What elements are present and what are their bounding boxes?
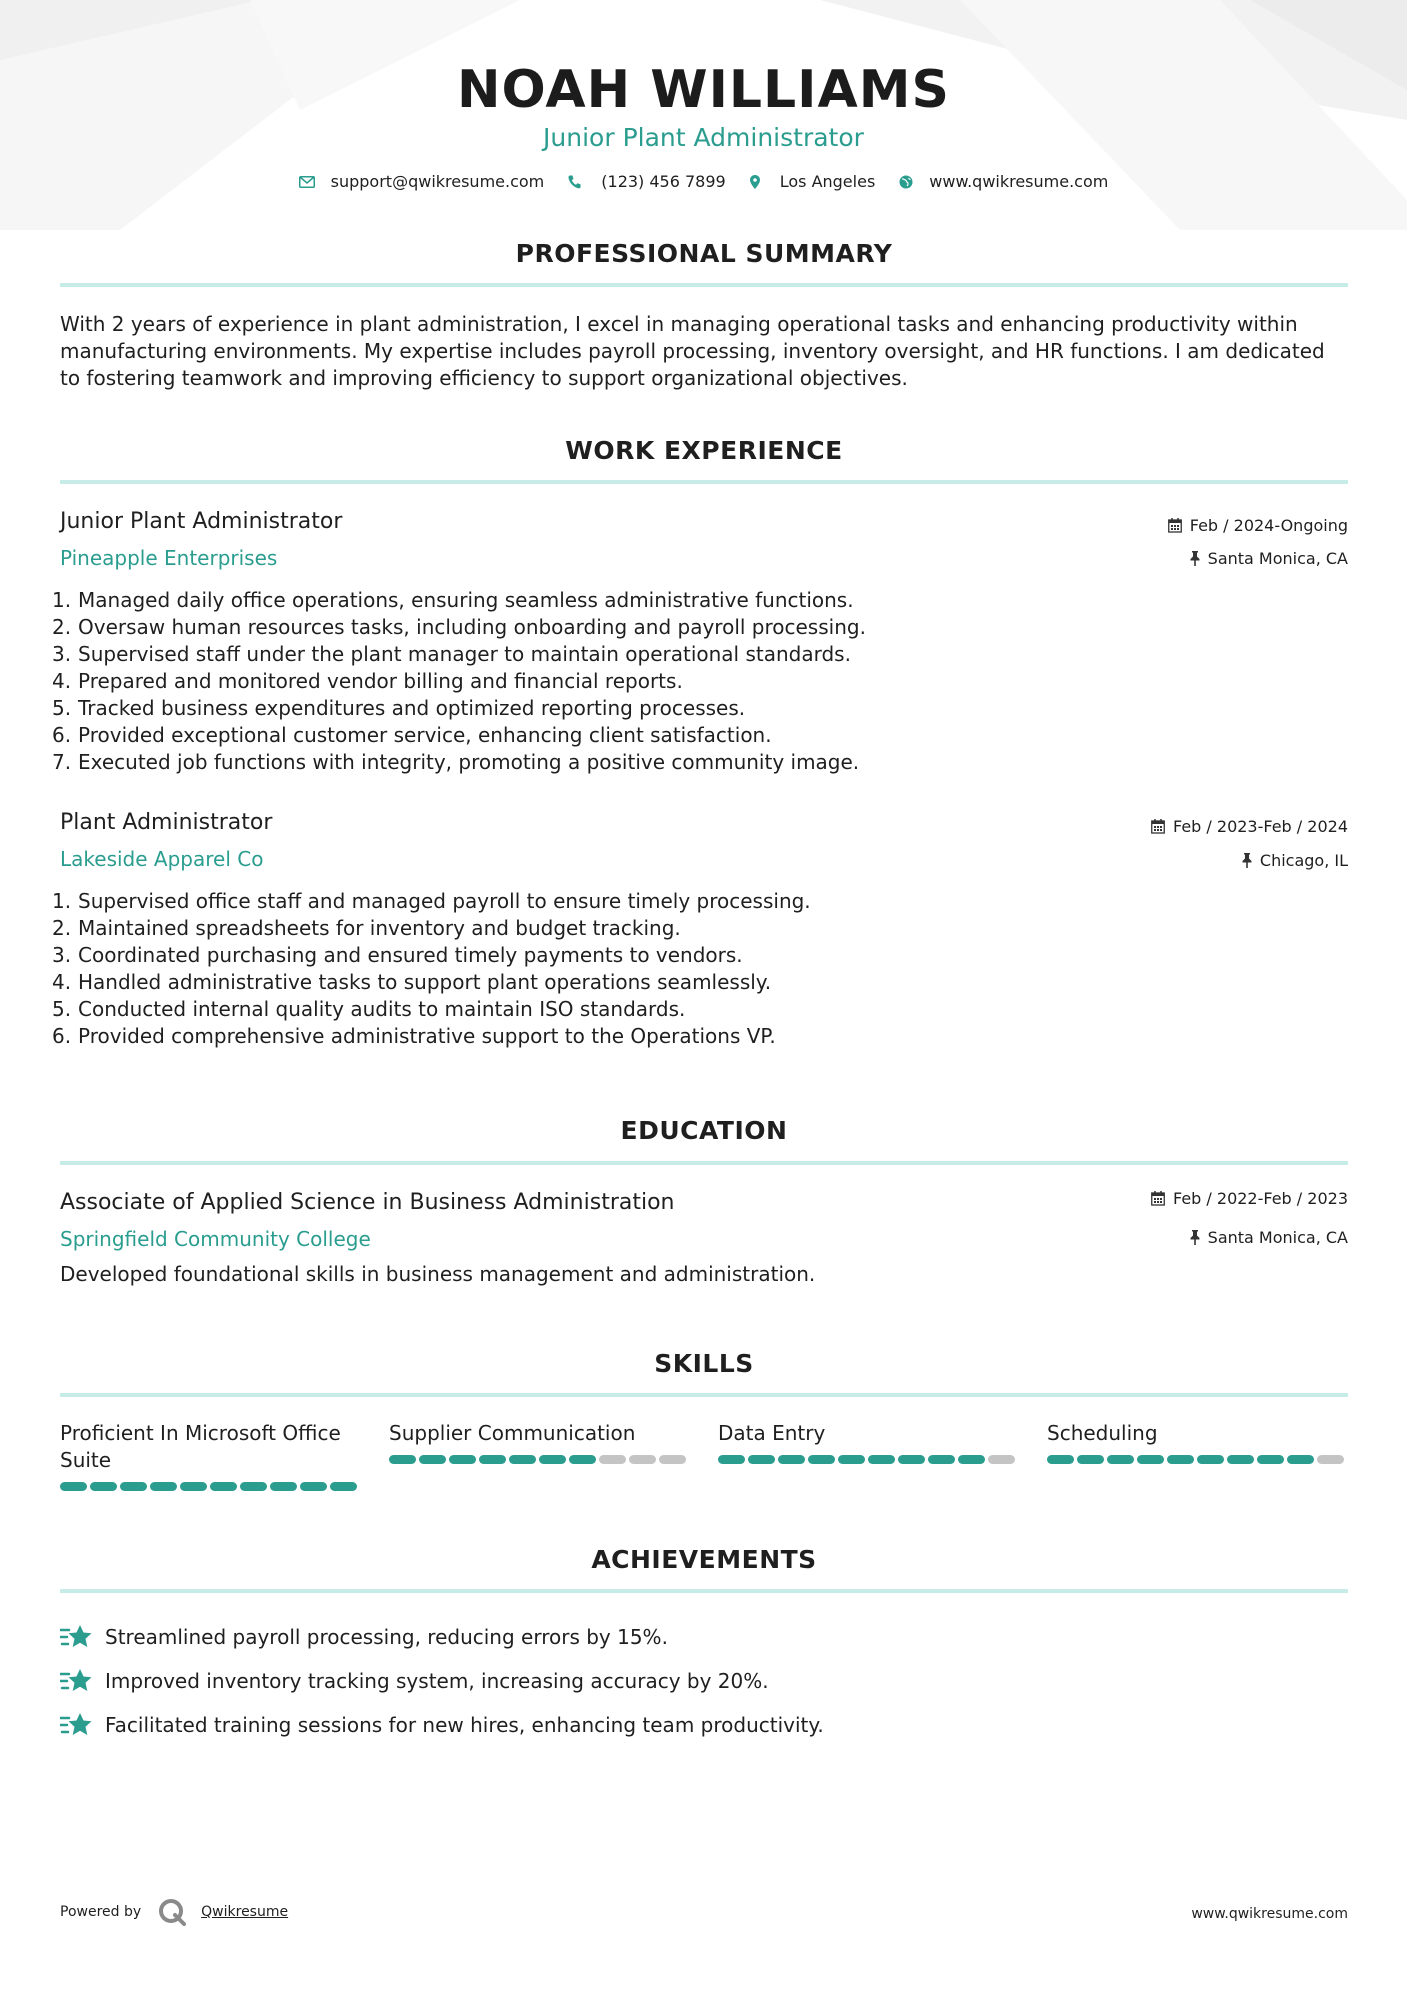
brand-link[interactable]: Qwikresume — [201, 1904, 289, 1920]
skill-segment-filled — [1107, 1455, 1134, 1464]
skill-segment-filled — [60, 1482, 87, 1491]
job-location — [1242, 851, 1348, 870]
job-company: Pineapple Enterprises — [60, 546, 278, 570]
job-dates-text: Feb / 2024-Ongoing — [1189, 516, 1348, 535]
education-degree: Associate of Applied Science in Business Administration — [60, 1190, 675, 1215]
education-dates — [1151, 1189, 1348, 1208]
skill-segment-filled — [838, 1455, 865, 1464]
achievements-list — [60, 1615, 824, 1747]
powered-by-label: Powered by — [60, 1904, 142, 1920]
summary-heading: PROFESSIONAL SUMMARY — [515, 239, 893, 268]
contact-website[interactable] — [899, 172, 1108, 191]
skill-segment-filled — [1227, 1455, 1254, 1464]
job-dates-text: Feb / 2023-Feb / 2024 — [1173, 817, 1348, 836]
list-item: 4. Prepared and monitored vendor billing and financial reports. — [52, 669, 683, 693]
skills-grid — [60, 1420, 1348, 1491]
skill-segment-filled — [389, 1455, 416, 1464]
list-item-text: Provided exceptional customer service, enhancing client satisfaction. — [78, 723, 772, 747]
skill-segment-filled — [718, 1455, 745, 1464]
skill-level-bar — [718, 1455, 1018, 1464]
education-location — [1190, 1228, 1348, 1247]
education-dates-text: Feb / 2022-Feb / 2023 — [1173, 1189, 1348, 1208]
resume-header — [0, 60, 1407, 154]
skill-segment-filled — [569, 1455, 596, 1464]
globe-icon — [899, 175, 913, 189]
list-item — [60, 1615, 824, 1659]
list-item-text: Maintained spreadsheets for inventory and budget tracking. — [78, 916, 681, 940]
skill-segment-filled — [479, 1455, 506, 1464]
skill-segment-filled — [1197, 1455, 1224, 1464]
achievement-text: Improved inventory tracking system, increasing accuracy by 20%. — [105, 1669, 769, 1693]
list-item: 1. Supervised office staff and managed payroll to ensure timely processing. — [52, 889, 811, 913]
contact-website-text: www.qwikresume.com — [929, 172, 1109, 191]
education-location-text: Santa Monica, CA — [1207, 1228, 1348, 1247]
job-title: Plant Administrator — [60, 810, 273, 835]
skill-segment-filled — [300, 1482, 327, 1491]
skill-segment-filled — [898, 1455, 925, 1464]
skill-segment-filled — [330, 1482, 357, 1491]
skill-segment-empty — [659, 1455, 686, 1464]
skill-segment-empty — [1317, 1455, 1344, 1464]
list-item: 6. Provided exceptional customer service, enhancing client satisfaction. — [52, 723, 772, 747]
skill-segment-empty — [629, 1455, 656, 1464]
skill-level-bar — [60, 1482, 360, 1491]
contact-email-text: support@qwikresume.com — [330, 172, 545, 191]
job-company: Lakeside Apparel Co — [60, 847, 264, 871]
skill-name: Scheduling — [1047, 1421, 1158, 1445]
list-item-text: Conducted internal quality audits to maintain ISO standards. — [78, 997, 686, 1021]
skill-segment-filled — [539, 1455, 566, 1464]
skill-segment-filled — [1167, 1455, 1194, 1464]
skill-segment-filled — [270, 1482, 297, 1491]
list-item: 2. Oversaw human resources tasks, including onboarding and payroll processing. — [52, 615, 866, 639]
list-item: 6. Provided comprehensive administrative support to the Operations VP. — [52, 1024, 776, 1048]
skill-segment-empty — [988, 1455, 1015, 1464]
contact-phone[interactable] — [568, 172, 725, 191]
skill-segment-filled — [210, 1482, 237, 1491]
achievement-text: Facilitated training sessions for new hires, enhancing team productivity. — [105, 1713, 824, 1737]
list-item-text: Managed daily office operations, ensuring seamless administrative functions. — [78, 588, 854, 612]
skill-name: Supplier Communication — [389, 1421, 636, 1445]
footer-website[interactable]: www.qwikresume.com — [1191, 1906, 1348, 1922]
contact-email[interactable] — [299, 172, 545, 191]
list-item-text: Tracked business expenditures and optimized reporting processes. — [78, 696, 746, 720]
skill-name: Data Entry — [718, 1421, 826, 1445]
pushpin-icon — [1190, 551, 1200, 566]
calendar-icon — [1168, 518, 1182, 533]
job-location-text: Santa Monica, CA — [1207, 549, 1348, 568]
summary-divider — [60, 283, 1348, 287]
list-item-text: Oversaw human resources tasks, including onboarding and payroll processing. — [78, 615, 866, 639]
star-icon — [60, 1624, 93, 1650]
list-item-text: Provided comprehensive administrative support to the Operations VP. — [78, 1024, 776, 1048]
contact-phone-text: (123) 456 7899 — [601, 172, 726, 191]
pushpin-icon — [1242, 853, 1252, 868]
skill-item — [1047, 1420, 1347, 1491]
education-description: Developed foundational skills in business management and administration. — [60, 1262, 816, 1286]
skill-segment-filled — [449, 1455, 476, 1464]
skill-segment-filled — [1287, 1455, 1314, 1464]
job-location-text: Chicago, IL — [1259, 851, 1348, 870]
list-item-text: Executed job functions with integrity, promoting a positive community image. — [78, 750, 860, 774]
list-item: 1. Managed daily office operations, ensuring seamless administrative functions. — [52, 588, 854, 612]
calendar-icon — [1151, 819, 1165, 834]
skill-segment-filled — [509, 1455, 536, 1464]
education-school: Springfield Community College — [60, 1227, 371, 1251]
star-icon — [60, 1712, 93, 1738]
calendar-icon — [1151, 1191, 1165, 1206]
job-bullet-list — [52, 587, 866, 776]
candidate-name: NOAH WILLIAMS — [457, 60, 950, 120]
list-item: 2. Maintained spreadsheets for inventory and budget tracking. — [52, 916, 681, 940]
pushpin-icon — [1190, 1230, 1200, 1245]
summary-text: With 2 years of experience in plant administration, I excel in managing operational tasks and enhancing productivity within manufacturing environments. My expertise includes payroll processing, inventory oversight, and HR functions. I am dedicated to fostering teamwork and improving efficiency to support organizational objectives. — [60, 312, 1325, 390]
achievements-heading: ACHIEVEMENTS — [591, 1545, 817, 1574]
job-location — [1190, 549, 1348, 568]
candidate-title: Junior Plant Administrator — [543, 123, 864, 152]
contact-location-text: Los Angeles — [779, 172, 876, 191]
skill-segment-filled — [1137, 1455, 1164, 1464]
list-item-text: Supervised staff under the plant manager to maintain operational standards. — [78, 642, 851, 666]
list-item-text: Handled administrative tasks to support plant operations seamlessly. — [78, 970, 772, 994]
list-item: 7. Executed job functions with integrity, promoting a positive community image. — [52, 750, 860, 774]
skills-divider — [60, 1393, 1348, 1397]
list-item-text: Coordinated purchasing and ensured timely payments to vendors. — [78, 943, 743, 967]
skill-segment-filled — [748, 1455, 775, 1464]
skill-segment-filled — [1257, 1455, 1284, 1464]
skill-segment-filled — [1047, 1455, 1074, 1464]
experience-divider — [60, 480, 1348, 484]
skill-segment-filled — [958, 1455, 985, 1464]
job-title: Junior Plant Administrator — [60, 509, 343, 534]
qwikresume-logo-icon — [157, 1898, 187, 1926]
skill-item — [389, 1420, 689, 1491]
list-item-text: Supervised office staff and managed payroll to ensure timely processing. — [78, 889, 811, 913]
achievement-text: Streamlined payroll processing, reducing errors by 15%. — [105, 1625, 668, 1649]
skill-segment-filled — [90, 1482, 117, 1491]
skill-segment-filled — [928, 1455, 955, 1464]
skill-level-bar — [1047, 1455, 1347, 1464]
achievements-divider — [60, 1589, 1348, 1593]
list-item: 5. Tracked business expenditures and optimized reporting processes. — [52, 696, 746, 720]
skill-segment-filled — [808, 1455, 835, 1464]
list-item — [60, 1703, 824, 1747]
list-item-text: Prepared and monitored vendor billing and financial reports. — [78, 669, 683, 693]
skill-segment-filled — [150, 1482, 177, 1491]
star-icon — [60, 1668, 93, 1694]
map-pin-icon — [750, 175, 760, 189]
contact-bar — [0, 172, 1407, 191]
job-bullet-list — [52, 888, 811, 1050]
list-item: 3. Supervised staff under the plant manager to maintain operational standards. — [52, 642, 851, 666]
phone-icon — [568, 175, 581, 189]
list-item: 4. Handled administrative tasks to support plant operations seamlessly. — [52, 970, 772, 994]
job-dates — [1168, 516, 1348, 535]
skill-segment-filled — [120, 1482, 147, 1491]
list-item: 5. Conducted internal quality audits to maintain ISO standards. — [52, 997, 686, 1021]
skill-segment-filled — [778, 1455, 805, 1464]
skill-segment-filled — [240, 1482, 267, 1491]
skill-segment-empty — [599, 1455, 626, 1464]
skill-segment-filled — [868, 1455, 895, 1464]
education-divider — [60, 1161, 1348, 1165]
skills-heading: SKILLS — [654, 1349, 754, 1378]
skill-name: Proficient In Microsoft Office Suite — [60, 1421, 341, 1472]
footer-powered-by — [60, 1898, 288, 1926]
experience-heading: WORK EXPERIENCE — [565, 436, 843, 465]
envelope-icon — [299, 176, 315, 188]
job-dates — [1151, 817, 1348, 836]
skill-segment-filled — [1077, 1455, 1104, 1464]
skill-level-bar — [389, 1455, 689, 1464]
contact-location — [750, 172, 876, 191]
skill-item — [718, 1420, 1018, 1491]
list-item — [60, 1659, 824, 1703]
education-heading: EDUCATION — [620, 1116, 788, 1145]
skill-item — [60, 1420, 360, 1491]
list-item: 3. Coordinated purchasing and ensured timely payments to vendors. — [52, 943, 743, 967]
skill-segment-filled — [180, 1482, 207, 1491]
skill-segment-filled — [419, 1455, 446, 1464]
